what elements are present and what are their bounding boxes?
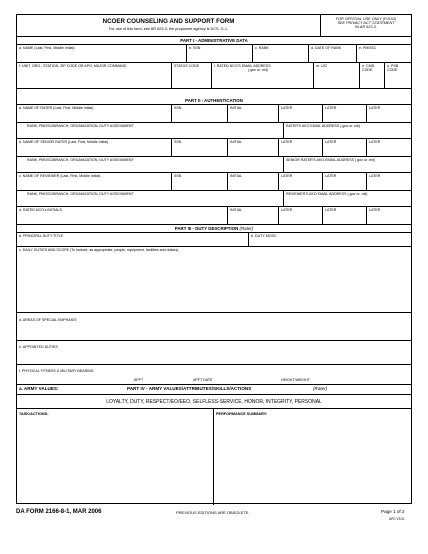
rater-row bbox=[17, 105, 411, 123]
unit-field[interactable] bbox=[17, 63, 172, 88]
rater-rank-field[interactable] bbox=[17, 123, 284, 138]
performance-summary-field[interactable] bbox=[214, 409, 411, 505]
reviewer-later-label-3: LATER bbox=[369, 174, 381, 178]
status-code-field[interactable] bbox=[172, 63, 212, 88]
task-actions-field[interactable] bbox=[17, 409, 214, 505]
senior-rank-field[interactable] bbox=[17, 157, 284, 172]
duty-mosc-label: b. DUTY MOSC bbox=[251, 234, 277, 238]
rated-later-label-2: LATER bbox=[325, 208, 337, 212]
part2-title: PART II - AUTHENTICATION bbox=[17, 97, 411, 105]
senior-name-label: b. NAME OF SENIOR RATER (Last, First, Middle Initial) bbox=[19, 140, 109, 144]
appointed-duties-row[interactable] bbox=[17, 341, 411, 365]
rater-email-field[interactable] bbox=[284, 123, 411, 138]
rated-initial-field[interactable] bbox=[228, 207, 279, 224]
rank-label: c. RANK bbox=[255, 46, 269, 50]
part3-title-text: PART III - DUTY DESCRIPTION bbox=[174, 226, 239, 231]
fouo-line-1: FOR OFFICIAL USE ONLY (FOUO) bbox=[335, 17, 397, 21]
rank-field[interactable] bbox=[253, 45, 309, 62]
rater-rank-row bbox=[17, 123, 411, 139]
fouo-notice bbox=[321, 15, 411, 37]
apd-version: APD V3.01 bbox=[389, 517, 405, 521]
rated-initial-label: INITIAL bbox=[230, 208, 243, 212]
army-values-label: a. ARMY VALUES: bbox=[19, 386, 59, 391]
daily-duties-row[interactable] bbox=[17, 247, 411, 313]
senior-email-label: SENIOR RATER'S AKO EMAIL ADDRESS (.gov or .mil) bbox=[286, 158, 375, 162]
height-weight-label: HEIGHT/WEIGHT bbox=[281, 378, 310, 382]
pmosc-field[interactable] bbox=[357, 45, 411, 62]
reviewer-initial-field[interactable] bbox=[228, 173, 279, 190]
reviewer-later-label-1: LATER bbox=[281, 174, 293, 178]
senior-rater-row bbox=[17, 139, 411, 157]
reviewer-name-field[interactable] bbox=[17, 173, 172, 190]
reviewer-ssn-field[interactable] bbox=[172, 173, 228, 190]
task-performance-row bbox=[17, 409, 411, 505]
senior-rank-row bbox=[17, 157, 411, 173]
apft-label: APFT bbox=[134, 378, 144, 382]
senior-later-field-3[interactable] bbox=[367, 139, 411, 156]
rater-name-label: a. NAME OF RATER (Last, First, Middle Initial) bbox=[19, 106, 94, 110]
rated-initials-field[interactable] bbox=[17, 207, 228, 224]
reviewer-email-label: REVIEWER'S AKO EMAIL ADDRESS (.gov or .mil) bbox=[286, 192, 368, 196]
principal-duty-label: a. PRINCIPAL DUTY TITLE bbox=[19, 234, 64, 238]
rated-later-field-2[interactable] bbox=[323, 207, 367, 224]
duty-title-row bbox=[17, 233, 411, 247]
fouo-line-3: IN AR 623-3. bbox=[355, 25, 377, 30]
rater-later-field-3[interactable] bbox=[367, 105, 411, 122]
psb-code-field[interactable] bbox=[385, 63, 411, 88]
appointed-duties-label: e. APPOINTED DUTIES bbox=[19, 345, 58, 349]
pmosc-label: e. PMOSC bbox=[359, 46, 377, 50]
cmd-code-label: n. CMD CODE bbox=[362, 64, 375, 73]
rated-email-sublabel: (.gov or .mil) bbox=[248, 68, 268, 72]
part4-title: PART IV - ARMY VALUES/ATTRIBUTES/SKILLS/ACTIONS bbox=[127, 386, 252, 391]
form-number: DA FORM 2166-8-1, MAR 2006 bbox=[16, 509, 102, 515]
reviewer-email-field[interactable] bbox=[284, 191, 411, 206]
rater-name-field[interactable] bbox=[17, 105, 172, 122]
rater-ssn-label: SSN bbox=[174, 106, 182, 110]
rater-later-label-3: LATER bbox=[369, 106, 381, 110]
principal-duty-field[interactable] bbox=[17, 233, 249, 246]
ssn-label: b. SSN bbox=[189, 46, 201, 50]
rater-later-field-1[interactable] bbox=[279, 105, 323, 122]
reviewer-name-label: c. NAME OF REVIEWER (Last, First, Middle Initial) bbox=[19, 174, 101, 178]
part3-title bbox=[17, 225, 411, 233]
rater-initial-label: INITIAL bbox=[230, 106, 243, 110]
senior-ssn-field[interactable] bbox=[172, 139, 228, 156]
rated-email-field[interactable] bbox=[212, 63, 314, 88]
senior-later-field-1[interactable] bbox=[279, 139, 323, 156]
rated-later-label-1: LATER bbox=[281, 208, 293, 212]
part4-title-sub: (Rater) bbox=[313, 386, 328, 391]
part4-header-row bbox=[17, 385, 411, 395]
fouo-line-2: SEE PRIVACY ACT STATEMENT bbox=[337, 21, 395, 26]
senior-email-field[interactable] bbox=[284, 157, 411, 172]
form-title: NCOER COUNSELING AND SUPPORT FORM bbox=[102, 18, 235, 25]
form-subtitle: For use of this form, see AR 623-3; the proponent agency is DCS, G-1. bbox=[108, 27, 229, 31]
reviewer-initial-label: INITIAL bbox=[230, 174, 243, 178]
senior-initial-field[interactable] bbox=[228, 139, 279, 156]
previous-editions-notice: PREVIOUS EDITIONS ARE OBSOLETE. bbox=[176, 510, 250, 515]
rated-email-label: i. RATED NCO'S EMAIL ADDRESS bbox=[214, 64, 271, 68]
status-code-label: STATUS CODE bbox=[174, 64, 200, 68]
rater-later-label-1: LATER bbox=[281, 106, 293, 110]
reviewer-later-field-3[interactable] bbox=[367, 173, 411, 190]
reviewer-later-label-2: LATER bbox=[325, 174, 337, 178]
values-list: LOYALTY, DUTY, RESPECT/EO/EEO, SELFLESS-SERVICE, HONOR, INTEGRITY, PERSONAL bbox=[106, 399, 322, 405]
values-row bbox=[17, 395, 411, 409]
date-of-rank-label: d. DATE OF RANK bbox=[311, 46, 342, 50]
part3-title-sub: (Rater) bbox=[239, 226, 254, 231]
cmd-code-field[interactable] bbox=[360, 63, 385, 88]
physical-fitness-row[interactable] bbox=[17, 365, 411, 385]
uic-field[interactable] bbox=[314, 63, 360, 88]
physical-fitness-label: f. PHYSICAL FITNESS & MILITARY BEARING bbox=[19, 369, 94, 373]
part1-row-2 bbox=[17, 63, 411, 89]
reviewer-later-field-2[interactable] bbox=[323, 173, 367, 190]
ssn-field[interactable] bbox=[187, 45, 253, 62]
senior-name-field[interactable] bbox=[17, 139, 172, 156]
rater-email-label: RATER'S AKO EMAIL ADDRESS (.gov or .mil) bbox=[286, 124, 361, 128]
psb-code-label: o. PSB CODE bbox=[387, 64, 399, 73]
senior-later-label-2: LATER bbox=[325, 140, 337, 144]
task-actions-label: TASK/ACTIONS: bbox=[19, 412, 49, 416]
areas-emphasis-row[interactable] bbox=[17, 313, 411, 341]
reviewer-rank-label: RANK, PMOSC/BRANCH, ORGANIZATION, DUTY ASSIGNMENT bbox=[27, 192, 134, 196]
form-title-block bbox=[17, 15, 321, 37]
uic-label: m. UIC bbox=[316, 64, 328, 68]
name-field[interactable] bbox=[17, 45, 187, 62]
part1-row-1 bbox=[17, 45, 411, 63]
senior-later-field-2[interactable] bbox=[323, 139, 367, 156]
reviewer-later-field-1[interactable] bbox=[279, 173, 323, 190]
name-label: a. NAME (Last, First, Middle Initial) bbox=[19, 46, 75, 50]
date-of-rank-field[interactable] bbox=[309, 45, 357, 62]
rater-rank-label: RANK, PMOSC/BRANCH, ORGANIZATION, DUTY ASSIGNMENT bbox=[27, 124, 134, 128]
unit-label: f. UNIT, ORG., STATION, ZIP CODE OR APO, MAJOR COMMAND bbox=[19, 64, 127, 68]
senior-later-label-1: LATER bbox=[281, 140, 293, 144]
senior-ssn-label: SSN bbox=[174, 140, 182, 144]
rater-ssn-field[interactable] bbox=[172, 105, 228, 122]
page-number: Page 1 of 2 bbox=[381, 509, 405, 514]
daily-duties-label: c. DAILY DUTIES AND SCOPE (To include, as appropriate, people, equipment, facilities and dollars) bbox=[19, 248, 179, 252]
apft-date-label: APFT DATE bbox=[193, 378, 213, 382]
senior-initial-label: INITIAL bbox=[230, 140, 243, 144]
senior-later-label-3: LATER bbox=[369, 140, 381, 144]
reviewer-rank-field[interactable] bbox=[17, 191, 284, 206]
rated-later-field-1[interactable] bbox=[279, 207, 323, 224]
reviewer-row bbox=[17, 173, 411, 191]
ncoer-form bbox=[16, 14, 412, 504]
part1-title: PART I - ADMINISTRATIVE DATA bbox=[17, 37, 411, 45]
performance-summary-label: PERFORMANCE SUMMARY: bbox=[216, 412, 268, 416]
rater-later-label-2: LATER bbox=[325, 106, 337, 110]
duty-mosc-field[interactable] bbox=[249, 233, 411, 246]
rater-initial-field[interactable] bbox=[228, 105, 279, 122]
rated-initials-label: d. RATED NCO's INITIALS bbox=[19, 208, 62, 212]
senior-rank-label: RANK, PMOSC/BRANCH, ORGANIZATION, DUTY ASSIGNMENT bbox=[27, 158, 134, 162]
reviewer-ssn-label: SSN bbox=[174, 174, 182, 178]
rated-later-field-3[interactable] bbox=[367, 207, 411, 224]
rated-initials-row bbox=[17, 207, 411, 225]
areas-emphasis-label: d. AREAS OF SPECIAL EMPHASIS bbox=[19, 318, 77, 322]
rated-later-label-3: LATER bbox=[369, 208, 381, 212]
rater-later-field-2[interactable] bbox=[323, 105, 367, 122]
reviewer-rank-row bbox=[17, 191, 411, 207]
